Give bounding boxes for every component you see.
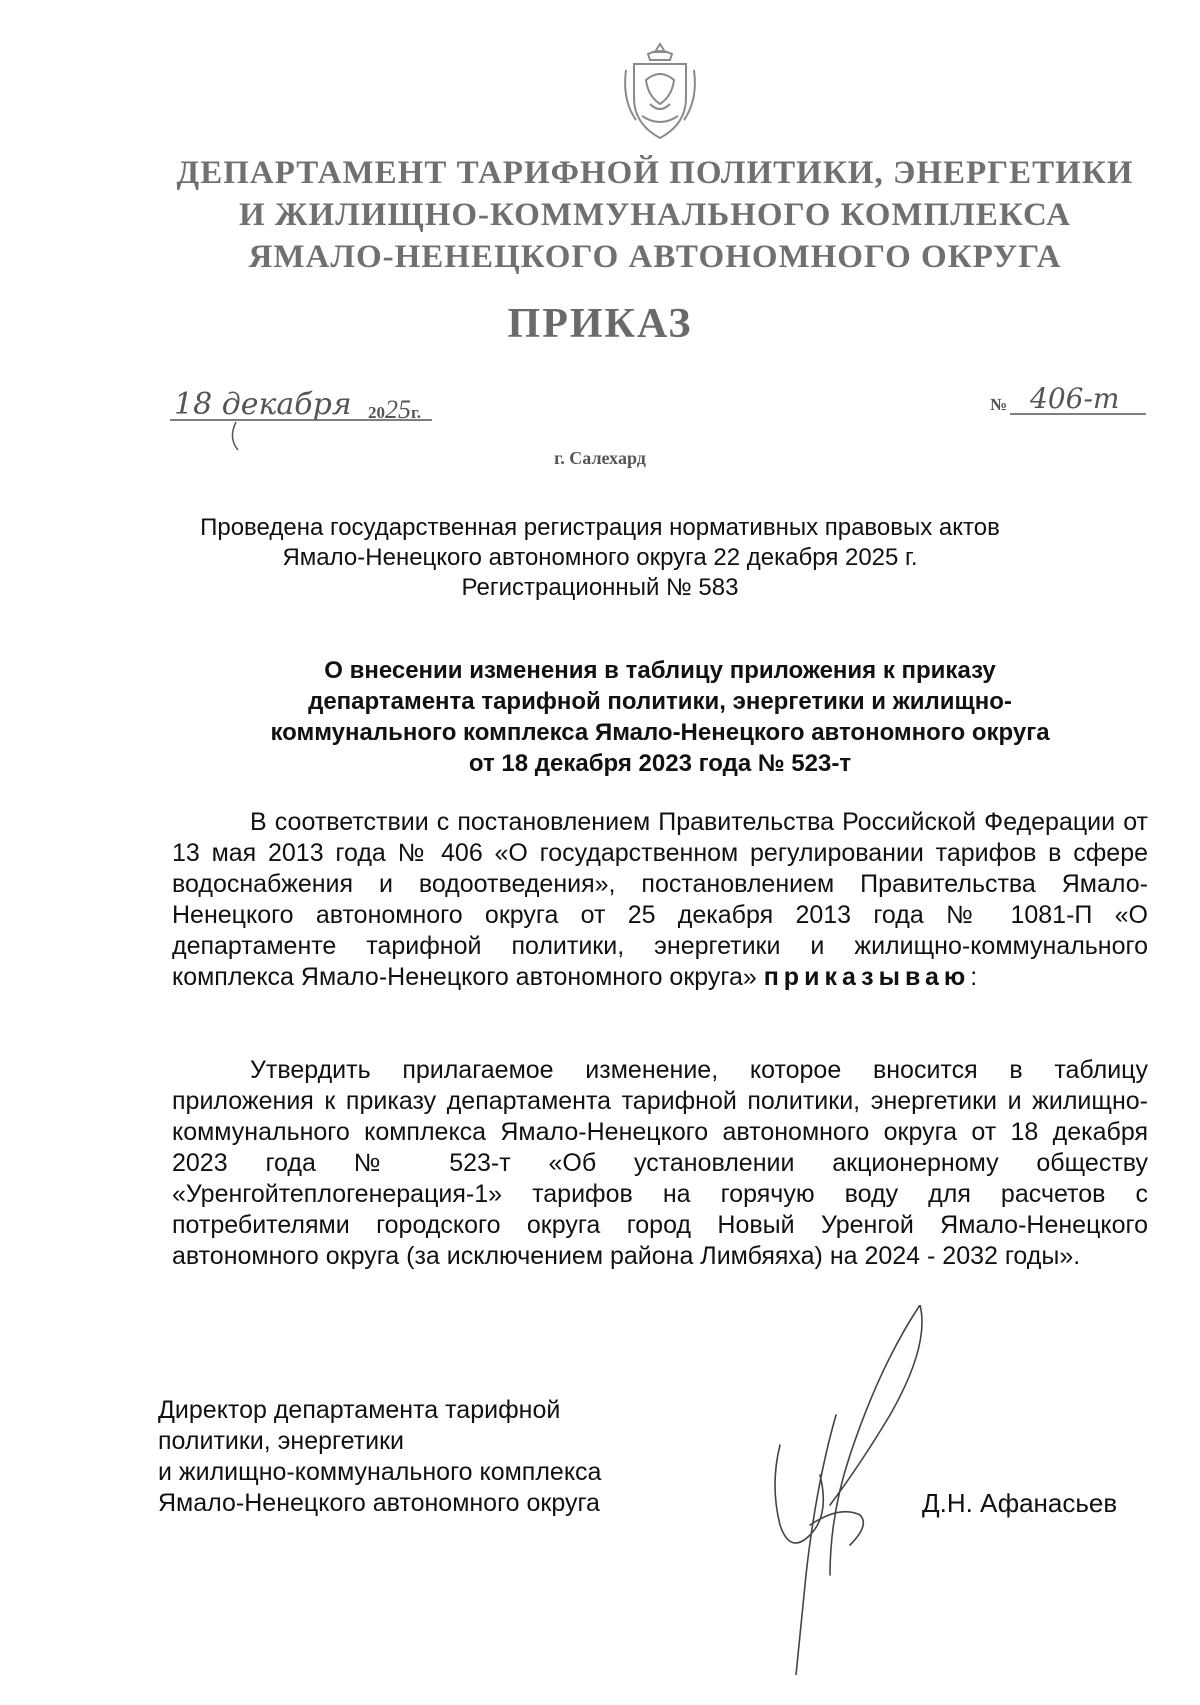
date-day-month: 18 декабря [174, 387, 352, 422]
signer-position-line-3: и жилищно-коммунального комплекса [158, 1458, 602, 1486]
signer-position [158, 1395, 718, 1519]
decision-paragraph: Утвердить прилагаемое изменение, которое вносится в таблицу приложения к приказу департамента тарифной политики, энергетики и жилищно-коммунального комплекса Ямало-Ненецкого автономного округа от 18 декабря 2023 года № 523-т «Об установлении акционерному обществу «Уренгойтеплогенерация-1» тарифов на горячую воду для расчетов с потребителями городского округа город Новый Уренгой Ямало-Ненецкого автономного округа (за исключением района Лимбяяха) на 2024 - 2032 годы». [172, 1056, 1148, 1270]
number-label: № [990, 395, 1008, 414]
signer-position-line-1: Директор департамента тарифной [158, 1396, 561, 1424]
date-year: 2025г. [368, 395, 422, 424]
subject-line-4: от 18 декабря 2023 года № 523-т [468, 750, 852, 777]
registration-note [130, 513, 1070, 603]
signer-name: Д.Н. Афанасьев [922, 1488, 1118, 1518]
subject-line-1: О внесении изменения в таблицу приложения к приказу [324, 657, 996, 684]
registration-line-3: Регистрационный № 583 [461, 574, 739, 601]
coat-of-arms-icon [620, 40, 700, 144]
subject-line-3: коммунального комплекса Ямало-Ненецкого автономного округа [270, 719, 1050, 746]
subject-line-2: департамента тарифной политики, энергетики и жилищно- [308, 688, 1012, 715]
signer-position-line-4: Ямало-Ненецкого автономного округа [158, 1489, 600, 1517]
registration-line-1: Проведена государственная регистрация нормативных правовых актов [200, 514, 1000, 541]
document-subject [170, 655, 1150, 779]
department-line-3: ЯМАЛО-НЕНЕЦКОГО АВТОНОМНОГО ОКРУГА [248, 239, 1062, 275]
department-line-1: ДЕПАРТАМЕНТ ТАРИФНОЙ ПОЛИТИКИ, ЭНЕРГЕТИКИ [176, 155, 1134, 191]
order-number: 406-т [1030, 382, 1120, 415]
signer-position-line-2: политики, энергетики [158, 1427, 404, 1455]
preamble-text: В соответствии с постановлением Правительства Российской Федерации от 13 мая 2013 года № 406 «О государственном регулировании тарифов в сфере водоснабжения и водоотведения», постановлением Правительства Ямало-Ненецкого автономного округа от 25 декабря 2013 года № 1081-П «О департаменте тарифной политики, энергетики и жилищно-коммунального комплекса Ямало-Ненецкого автономного округа» [172, 808, 1148, 991]
department-header [160, 152, 1150, 278]
preamble-end: : [970, 963, 978, 991]
preamble-paragraph [172, 807, 1148, 993]
order-keyword: приказываю [763, 963, 971, 991]
department-line-2: И ЖИЛИЩНО-КОММУНАЛЬНОГО КОМПЛЕКСА [239, 197, 1071, 233]
document-title: ПРИКАЗ [507, 301, 693, 347]
registration-line-2: Ямало-Ненецкого автономного округа 22 декабря 2025 г. [282, 544, 918, 571]
city: г. Салехард [554, 448, 646, 468]
handwritten-number [1010, 380, 1150, 420]
